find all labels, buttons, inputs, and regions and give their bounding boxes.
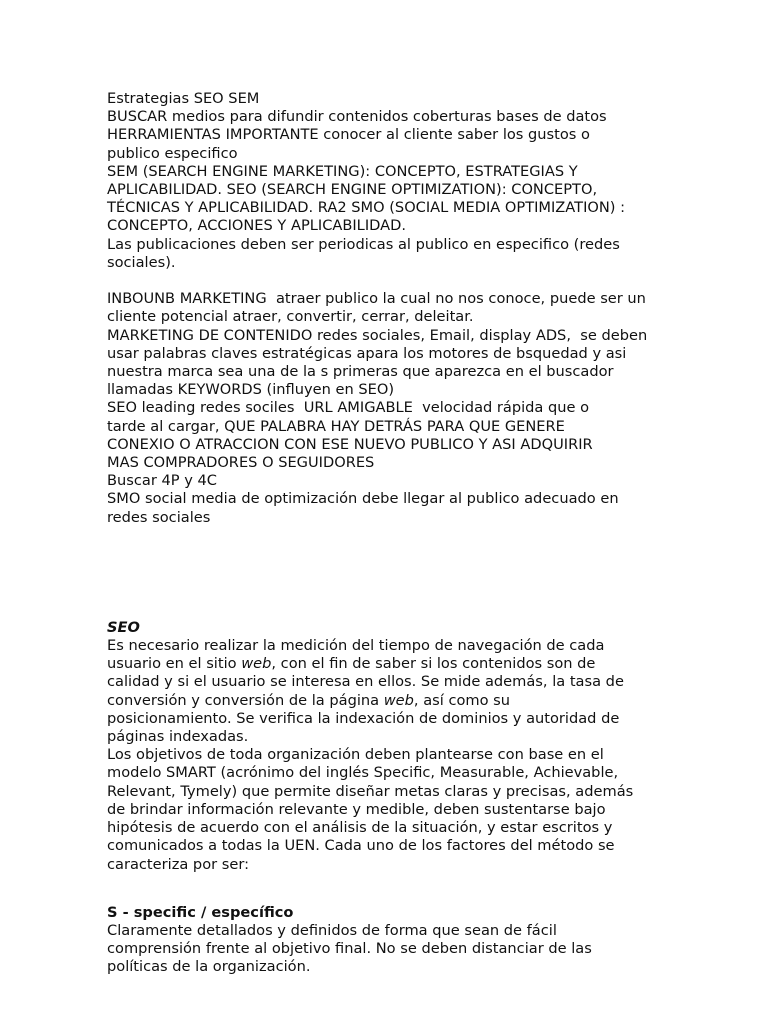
text-line: SMO social media de optimización debe llegar al publico adecuado en [107, 490, 619, 508]
blank-line [107, 272, 667, 290]
doc-title: Estrategias SEO SEM [107, 90, 260, 107]
text-line: Buscar 4P y 4C [107, 472, 217, 490]
text-line: SEO leading redes sociles URL AMIGABLE velocidad rápida que o [107, 399, 590, 417]
specific-section [107, 904, 667, 977]
text-line: MARKETING DE CONTENIDO redes sociales, Email, display ADS, se deben [107, 326, 648, 344]
text-line: sociales). [107, 253, 176, 271]
section-spacer [107, 527, 667, 619]
text-line: posicionamiento. Se verifica la indexación de dominios y autoridad de [107, 709, 620, 727]
text-line: CONCEPTO, ACCIONES Y APLICABILIDAD. [107, 217, 406, 235]
text-line: nuestra marca sea una de la s primeras que aparezca en el buscador [107, 363, 614, 381]
text-line: políticas de la organización. [107, 958, 311, 976]
text-line: de brindar información relevante y medible, deben sustentarse bajo [107, 800, 606, 818]
notes-block [107, 90, 667, 527]
text-line: calidad y si el usuario se interesa en ellos. Se mide además, la tasa de [107, 673, 624, 691]
seo-section [107, 619, 667, 874]
text-line: redes sociales [107, 508, 211, 526]
section-heading-specific: S - specific / específico [107, 903, 294, 921]
text-line: publico especifico [107, 144, 238, 162]
text-line: Relevant, Tymely) que permite diseñar metas claras y precisas, además [107, 782, 634, 800]
section-spacer [107, 874, 667, 904]
text-line: páginas indexadas. [107, 728, 249, 746]
text-line: HERRAMIENTAS IMPORTANTE conocer al cliente saber los gustos o [107, 126, 590, 144]
text-span: , así como su [413, 691, 511, 709]
italic-term: web [383, 691, 414, 709]
text-line: hipótesis de acuerdo con el análisis de la situación, y estar escritos y [107, 819, 613, 837]
text-line: Las publicaciones deben ser periodicas al publico en especifico (redes [107, 235, 620, 253]
text-span: , con el fin de saber si los contenidos son de [271, 655, 596, 673]
text-line: caracteriza por ser: [107, 855, 250, 873]
text-line: Es necesario realizar la medición del tiempo de navegación de cada [107, 637, 605, 655]
italic-term: web [241, 655, 272, 673]
text-line: comunicados a todas la UEN. Cada uno de los factores del método se [107, 837, 615, 855]
text-line: usar palabras claves estratégicas apara los motores de bsquedad y asi [107, 344, 627, 362]
text-line: modelo SMART (acrónimo del inglés Specific, Measurable, Achievable, [107, 764, 619, 782]
text-line: MAS COMPRADORES O SEGUIDORES [107, 454, 375, 472]
text-line [107, 692, 667, 710]
text-line: cliente potencial atraer, convertir, cerrar, deleitar. [107, 308, 474, 326]
text-span: conversión y conversión de la página [107, 691, 384, 709]
text-line: SEM (SEARCH ENGINE MARKETING): CONCEPTO, ESTRATEGIAS Y [107, 162, 578, 180]
text-line: comprensión frente al objetivo final. No se deben distanciar de las [107, 940, 592, 958]
text-line: TÉCNICAS Y APLICABILIDAD. RA2 SMO (SOCIAL MEDIA OPTIMIZATION) : [107, 199, 626, 217]
text-line: CONEXIO O ATRACCION CON ESE NUEVO PUBLICO Y ASI ADQUIRIR [107, 435, 593, 453]
text-line: BUSCAR medios para difundir contenidos coberturas bases de datos [107, 108, 607, 126]
text-line [107, 655, 667, 673]
text-line: Claramente detallados y definidos de forma que sean de fácil [107, 921, 557, 939]
text-line: llamadas KEYWORDS (influyen en SEO) [107, 381, 395, 399]
text-line: INBOUNB MARKETING atraer publico la cual no nos conoce, puede ser un [107, 290, 646, 308]
text-line: APLICABILIDAD. SEO (SEARCH ENGINE OPTIMIZATION): CONCEPTO, [107, 181, 598, 199]
text-line: tarde al cargar, QUE PALABRA HAY DETRÁS PARA QUE GENERE [107, 417, 565, 435]
text-line: Los objetivos de toda organización deben plantearse con base en el [107, 746, 604, 764]
document-page [107, 90, 667, 977]
section-heading-seo: SEO [107, 618, 140, 636]
text-span: usuario en el sitio [107, 655, 242, 673]
